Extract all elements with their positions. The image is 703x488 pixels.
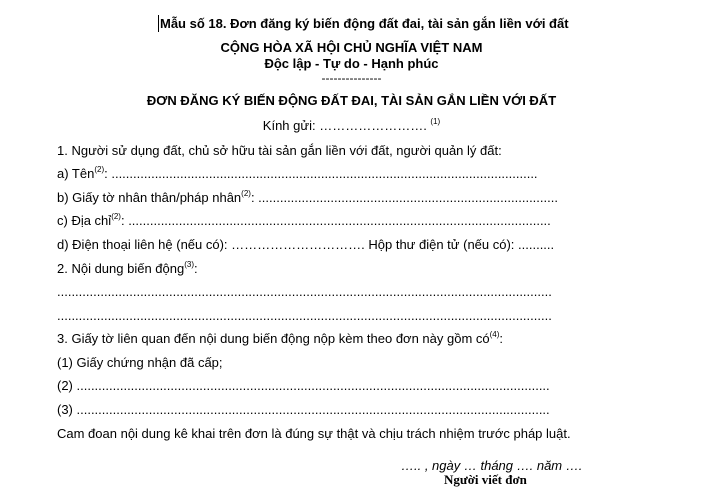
- divider: ---------------: [321, 71, 382, 85]
- attached-doc-item-2[interactable]: (2) ...................................................................................................................................: [57, 378, 550, 393]
- section3-heading: 3. Giấy tờ liên quan đến nội dung biến động nộp kèm theo đơn này gồm $có^{(4)}$:: [57, 329, 504, 346]
- text-cursor: [158, 15, 159, 32]
- recipient-label: Kính gửi: …………………….: [262, 118, 431, 133]
- footnote-4: (4): [489, 329, 500, 339]
- attached-doc-item-1: (1) Giấy chứng nhận đã cấp;: [57, 355, 223, 370]
- address-label: c) Địa chỉ: [57, 213, 112, 228]
- footnote-2: (2): [241, 188, 251, 198]
- nation-heading: CỘNG HÒA XÃ HỘI CHỦ NGHĨA VIỆT NAM: [220, 40, 483, 55]
- name-field[interactable]: [57, 166, 538, 182]
- footnote-3: (3): [184, 259, 194, 269]
- id-document-label: b) Giấy tờ nhân thân/pháp nhân: [57, 190, 242, 205]
- recipient-line: [0, 118, 703, 134]
- phone-email-field[interactable]: d) Điện thoại liên hệ (nếu có): …………………………. Hộp thư điện tử (nếu có): ..........: [57, 237, 555, 252]
- attached-doc-item-3[interactable]: (3) ...................................................................................................................................: [57, 402, 550, 417]
- section2-heading: 2. Nội dung biến động$^{(3)}$:: [57, 259, 198, 276]
- footnote-2: (2): [94, 164, 105, 174]
- form-number: Mẫu số 18. Đơn đăng ký biến động đất đai, tài sản gắn liền với đất: [160, 16, 569, 31]
- footnote-1: (1): [430, 116, 441, 126]
- name-fill: : ......................................................................................................................: [104, 166, 538, 181]
- commitment-statement: Cam đoan nội dung kê khai trên đơn là đúng sự thật và chịu trách nhiệm trước pháp luật.: [57, 426, 571, 441]
- section1-heading: 1. Người sử dụng đất, chủ sở hữu tài sản gắn liền với đất, người quản lý đất:: [57, 143, 502, 158]
- change-content-line-2[interactable]: .........................................................................................................................................: [57, 308, 552, 323]
- footnote-2: (2): [111, 211, 121, 221]
- id-document-fill: : ...................................................................................: [250, 190, 558, 205]
- address-field[interactable]: [57, 213, 551, 229]
- address-fill: : .....................................................................................................................: [120, 213, 551, 228]
- name-label: a) Tên: [57, 166, 95, 181]
- signature-label: Người viết đơn: [444, 472, 527, 487]
- change-content-line-1[interactable]: .........................................................................................................................................: [57, 284, 552, 299]
- form-title: ĐƠN ĐĂNG KÝ BIẾN ĐỘNG ĐẤT ĐAI, TÀI SẢN GẮN LIỀN VỚI ĐẤT: [146, 93, 557, 108]
- id-document-field[interactable]: [57, 190, 558, 206]
- motto: Độc lập - Tự do - Hạnh phúc: [264, 56, 439, 71]
- signature-date: ….. , ngày … tháng …. năm ….: [401, 458, 583, 473]
